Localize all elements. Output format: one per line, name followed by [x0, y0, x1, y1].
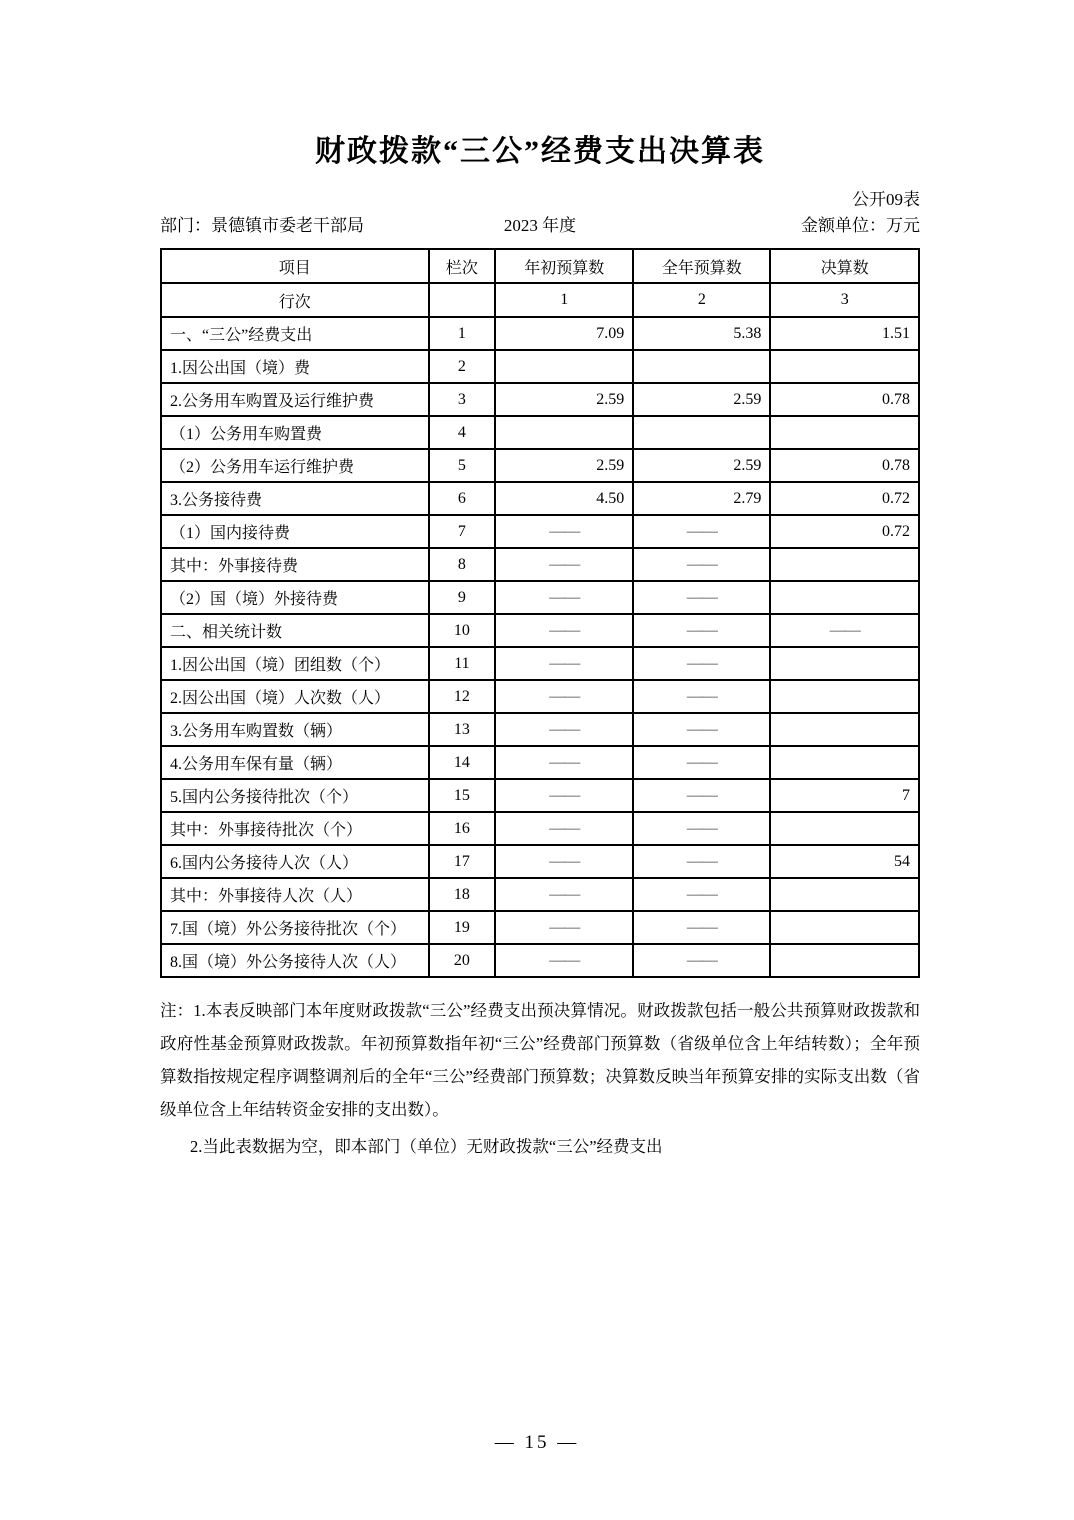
document-page: [160, 0, 920, 1163]
row-value-cell: [495, 416, 633, 449]
subheader-row-label: 行次: [161, 283, 429, 317]
row-value-cell: 1.51: [770, 317, 919, 350]
subheader-col-2: 2: [633, 283, 770, 317]
row-line-no: 20: [429, 944, 496, 977]
page-number: — 15 —: [494, 1432, 580, 1453]
subheader-col-3: 3: [770, 283, 919, 317]
note-2: 2.当此表数据为空，即本部门（单位）无财政拨款“三公”经费支出: [190, 1137, 663, 1156]
row-line-no: 19: [429, 911, 496, 944]
table-row: [161, 911, 919, 944]
table-row: [161, 845, 919, 878]
row-value-cell: [770, 812, 919, 845]
row-value-cell: ——: [495, 680, 633, 713]
row-line-no: 1: [429, 317, 496, 350]
table-row: [161, 944, 919, 977]
table-row: [161, 416, 919, 449]
col-header-column-no: 栏次: [429, 249, 496, 283]
table-row: [161, 746, 919, 779]
note-1: 注：1.本表反映部门本年度财政拨款“三公”经费支出预决算情况。财政拨款包括一般公共预算财政拨款和政府性基金预算财政拨款。年初预算数指年初“三公”经费部门预算数（省级单位含上年结转数）；全年预算数指按规定程序调整调剂后的全年“三公”经费部门预算数；决算数反映当年预算安排的实际支出数（省级单位含上年结转资金安排的支出数）。: [160, 1001, 920, 1119]
row-item-label: 3.公务接待费: [161, 482, 429, 515]
row-value-cell: [770, 911, 919, 944]
table-row: [161, 515, 919, 548]
row-line-no: 6: [429, 482, 496, 515]
row-value-cell: ——: [495, 581, 633, 614]
row-item-label: 其中：外事接待批次（个）: [161, 812, 429, 845]
row-value-cell: ——: [633, 845, 770, 878]
row-line-no: 8: [429, 548, 496, 581]
budget-table: [160, 248, 920, 978]
row-value-cell: ——: [495, 845, 633, 878]
row-value-cell: ——: [633, 812, 770, 845]
row-line-no: 14: [429, 746, 496, 779]
amount-unit-label: 金额单位：万元: [801, 216, 920, 235]
row-value-cell: [770, 713, 919, 746]
table-row: [161, 548, 919, 581]
row-value-cell: ——: [633, 647, 770, 680]
row-value-cell: 0.78: [770, 449, 919, 482]
row-item-label: 4.公务用车保有量（辆）: [161, 746, 429, 779]
row-value-cell: ——: [495, 746, 633, 779]
row-item-label: 2.公务用车购置及运行维护费: [161, 383, 429, 416]
col-header-item: 项目: [161, 249, 429, 283]
row-value-cell: 0.72: [770, 482, 919, 515]
row-value-cell: [770, 878, 919, 911]
row-line-no: 13: [429, 713, 496, 746]
row-value-cell: ——: [495, 878, 633, 911]
table-row: [161, 350, 919, 383]
row-value-cell: 7.09: [495, 317, 633, 350]
col-header-final-account: 决算数: [770, 249, 919, 283]
row-item-label: （2）国（境）外接待费: [161, 581, 429, 614]
table-row: [161, 779, 919, 812]
fiscal-year-label: 2023 年度: [503, 216, 577, 235]
row-value-cell: [633, 416, 770, 449]
row-value-cell: ——: [633, 746, 770, 779]
row-value-cell: ——: [633, 581, 770, 614]
row-item-label: 5.国内公务接待批次（个）: [161, 779, 429, 812]
table-row: [161, 614, 919, 647]
row-line-no: 2: [429, 350, 496, 383]
row-line-no: 12: [429, 680, 496, 713]
row-line-no: 17: [429, 845, 496, 878]
row-value-cell: 0.78: [770, 383, 919, 416]
table-body: [161, 317, 919, 977]
row-item-label: 2.因公出国（境）人次数（人）: [161, 680, 429, 713]
row-value-cell: ——: [495, 812, 633, 845]
table-row: [161, 482, 919, 515]
row-value-cell: 2.59: [495, 449, 633, 482]
row-value-cell: [770, 944, 919, 977]
row-line-no: 7: [429, 515, 496, 548]
row-value-cell: ——: [633, 944, 770, 977]
table-subheader-row: [161, 283, 919, 317]
row-item-label: 1.因公出国（境）费: [161, 350, 429, 383]
row-item-label: 1.因公出国（境）团组数（个）: [161, 647, 429, 680]
row-value-cell: 2.59: [495, 383, 633, 416]
row-item-label: 6.国内公务接待人次（人）: [161, 845, 429, 878]
table-row: [161, 581, 919, 614]
meta-row: [160, 212, 920, 240]
table-row: [161, 383, 919, 416]
row-value-cell: [770, 647, 919, 680]
table-row: [161, 878, 919, 911]
row-value-cell: ——: [495, 911, 633, 944]
row-value-cell: 0.72: [770, 515, 919, 548]
table-header-row: [161, 249, 919, 283]
row-line-no: 15: [429, 779, 496, 812]
row-value-cell: ——: [633, 515, 770, 548]
row-value-cell: [770, 680, 919, 713]
row-value-cell: ——: [633, 614, 770, 647]
row-item-label: 二、相关统计数: [161, 614, 429, 647]
row-item-label: 3.公务用车购置数（辆）: [161, 713, 429, 746]
row-line-no: 3: [429, 383, 496, 416]
row-item-label: 其中：外事接待人次（人）: [161, 878, 429, 911]
row-value-cell: 2.79: [633, 482, 770, 515]
row-value-cell: [495, 350, 633, 383]
row-value-cell: ——: [495, 515, 633, 548]
row-line-no: 9: [429, 581, 496, 614]
notes-block: [160, 994, 920, 1163]
page-title: 财政拨款“三公”经费支出决算表: [315, 135, 765, 168]
row-value-cell: [770, 416, 919, 449]
row-item-label: （2）公务用车运行维护费: [161, 449, 429, 482]
row-value-cell: 2.59: [633, 449, 770, 482]
table-row: [161, 317, 919, 350]
row-value-cell: ——: [633, 911, 770, 944]
row-line-no: 18: [429, 878, 496, 911]
row-line-no: 4: [429, 416, 496, 449]
row-value-cell: ——: [633, 548, 770, 581]
row-item-label: 8.国（境）外公务接待人次（人）: [161, 944, 429, 977]
row-value-cell: [633, 350, 770, 383]
row-value-cell: 54: [770, 845, 919, 878]
table-code: 公开09表: [852, 190, 920, 209]
col-header-annual-budget: 全年预算数: [633, 249, 770, 283]
row-value-cell: 4.50: [495, 482, 633, 515]
row-value-cell: ——: [770, 614, 919, 647]
row-item-label: 一、“三公”经费支出: [161, 317, 429, 350]
row-value-cell: [770, 350, 919, 383]
table-row: [161, 812, 919, 845]
row-value-cell: [770, 746, 919, 779]
row-value-cell: ——: [495, 548, 633, 581]
subheader-empty-cell: [429, 283, 496, 317]
table-row: [161, 449, 919, 482]
row-item-label: （1）国内接待费: [161, 515, 429, 548]
col-header-initial-budget: 年初预算数: [495, 249, 633, 283]
row-value-cell: ——: [633, 779, 770, 812]
row-line-no: 5: [429, 449, 496, 482]
row-value-cell: [770, 548, 919, 581]
row-line-no: 11: [429, 647, 496, 680]
row-line-no: 10: [429, 614, 496, 647]
row-value-cell: ——: [633, 878, 770, 911]
row-line-no: 16: [429, 812, 496, 845]
row-value-cell: ——: [633, 680, 770, 713]
table-row: [161, 647, 919, 680]
row-value-cell: ——: [633, 713, 770, 746]
row-value-cell: 2.59: [633, 383, 770, 416]
row-value-cell: ——: [495, 713, 633, 746]
subheader-col-1: 1: [495, 283, 633, 317]
table-row: [161, 680, 919, 713]
row-value-cell: [770, 581, 919, 614]
row-value-cell: ——: [495, 647, 633, 680]
department-label: 部门：景德镇市委老干部局: [160, 216, 364, 235]
row-value-cell: ——: [495, 944, 633, 977]
row-value-cell: ——: [495, 614, 633, 647]
row-item-label: 其中：外事接待费: [161, 548, 429, 581]
row-value-cell: ——: [495, 779, 633, 812]
table-row: [161, 713, 919, 746]
row-value-cell: 5.38: [633, 317, 770, 350]
row-item-label: （1）公务用车购置费: [161, 416, 429, 449]
row-item-label: 7.国（境）外公务接待批次（个）: [161, 911, 429, 944]
row-value-cell: 7: [770, 779, 919, 812]
